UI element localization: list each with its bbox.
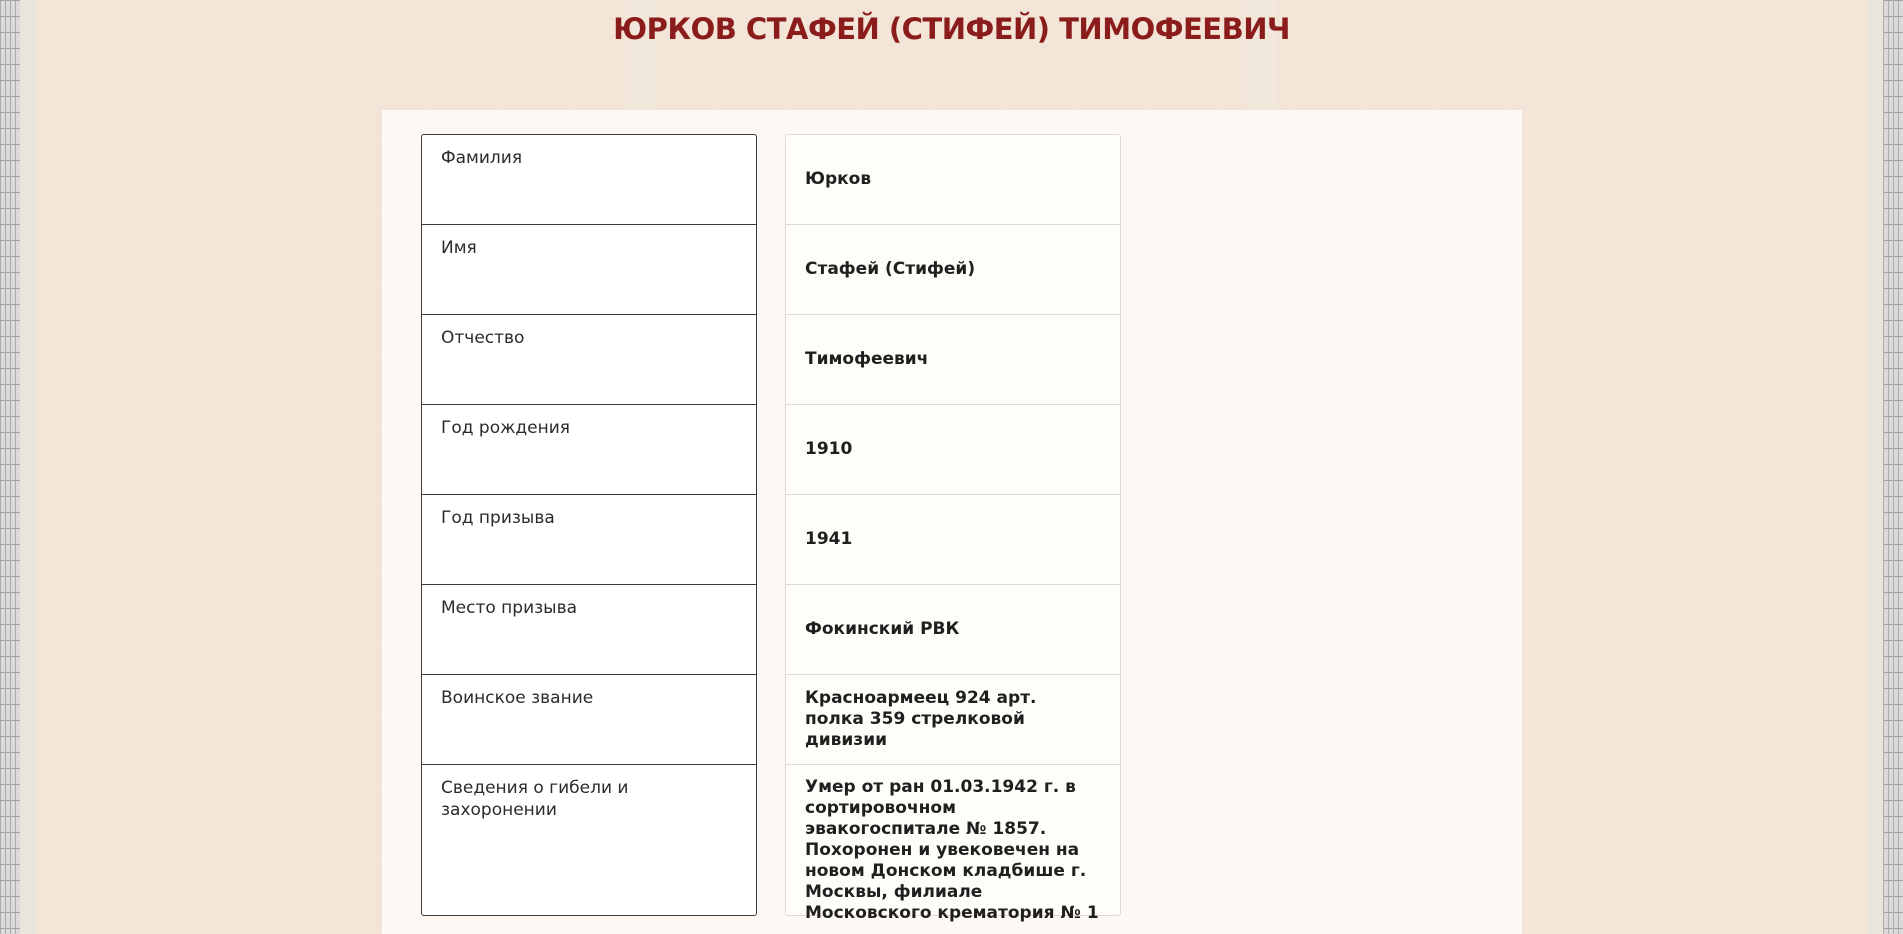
record-value-column xyxy=(785,134,1121,923)
label-patronymic: Отчество xyxy=(422,315,756,405)
label-birth-year: Год рождения xyxy=(422,405,756,495)
label-conscription-year: Год призыва xyxy=(422,495,756,585)
page-title: ЮРКОВ СТАФЕЙ (СТИФЕЙ) ТИМОФЕЕВИЧ xyxy=(613,12,1290,46)
label-conscription-place: Место призыва xyxy=(422,585,756,675)
value-military-rank: Красноармеец 924 арт. полка 359 стрелковой дивизии xyxy=(786,675,1120,765)
label-surname: Фамилия xyxy=(422,135,756,225)
value-patronymic: Тимофеевич xyxy=(786,315,1120,405)
value-surname: Юрков xyxy=(786,135,1120,225)
value-death-burial-info: Умер от ран 01.03.1942 г. в сортировочном эвакогоспитале № 1857. Похоронен и увековечен на новом Донском кладбише г. Москвы, филиале Московского крематория № 1 xyxy=(805,777,1099,923)
label-death-burial-info: Сведения о гибели и захоронении xyxy=(441,778,629,820)
left-edge-margin xyxy=(20,0,36,934)
left-edge-strip xyxy=(0,0,20,934)
value-conscription-place: Фокинский РВК xyxy=(786,585,1120,675)
value-conscription-year: 1941 xyxy=(786,495,1120,585)
right-edge-margin xyxy=(1867,0,1883,934)
label-first-name: Имя xyxy=(422,225,756,315)
value-birth-year: 1910 xyxy=(786,405,1120,495)
value-first-name: Стафей (Стифей) xyxy=(786,225,1120,315)
record-label-column xyxy=(421,134,757,916)
right-edge-strip xyxy=(1883,0,1903,934)
record-panel xyxy=(382,110,1522,934)
label-military-rank: Воинское звание xyxy=(422,675,756,765)
